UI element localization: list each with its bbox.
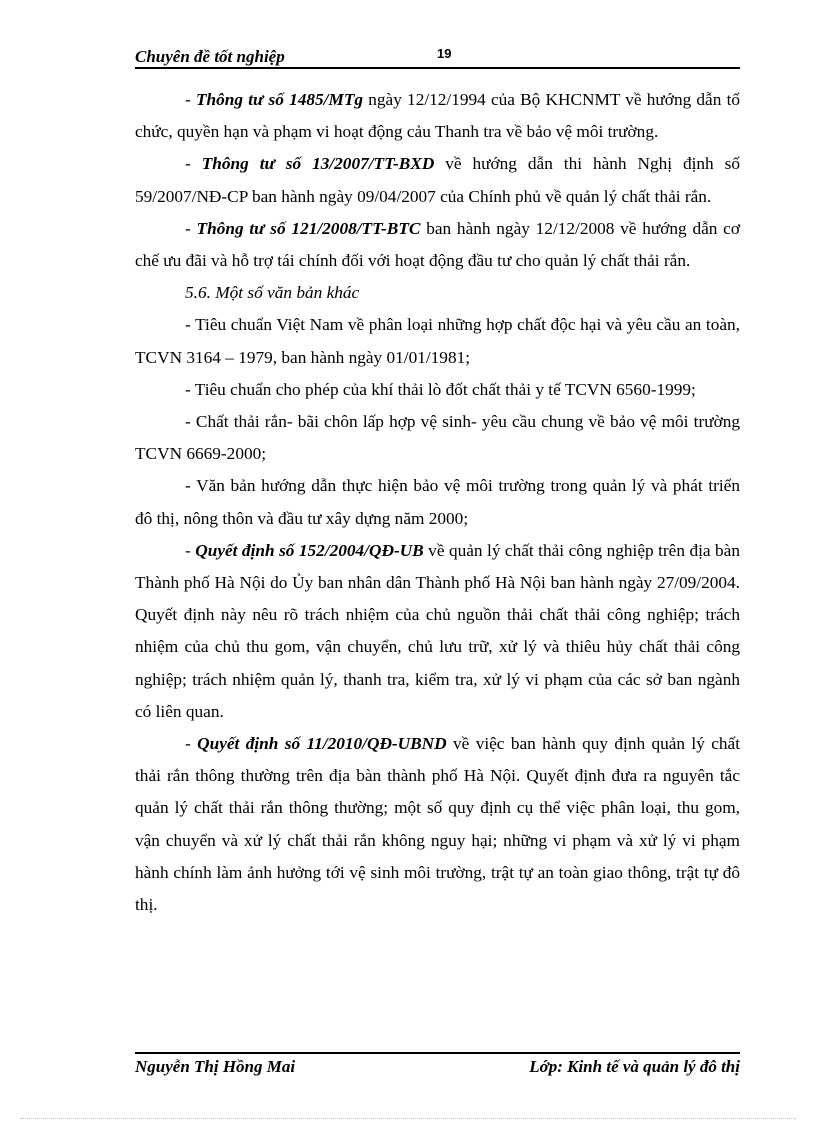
paragraph-decision-11: - Quyết định số 11/2010/QĐ-UBND về việc ban hành quy định quản lý chất thải rắn thông thường trên địa bàn thành phố Hà Nội. Quyết định đưa ra nguyên tắc quản lý chất thải rắn thông thường; một số quy định cụ thể việc phân loại, thu gom, vận chuyển và xử lý chất thải rắn không nguy hại; những vi phạm và xử lý vi phạm hành chính làm ảnh hưởng tới vệ sinh môi trường, trật tự an toàn giao thông, trật tự đô thị. bbox=[135, 734, 741, 915]
paragraph-tcvn-3164: - Tiêu chuẩn Việt Nam về phân loại những hợp chất độc hại và yêu cầu an toàn, TCVN 3164 – 1979, ban hành ngày 01/01/1981; bbox=[135, 315, 740, 367]
paragraph-tcvn-6560: - Tiêu chuẩn cho phép của khí thải lò đốt chất thải y tế TCVN 6560-1999; bbox=[185, 379, 696, 399]
paragraph-tcvn-6669: - Chất thải rắn- bãi chôn lấp hợp vệ sinh- yêu cầu chung về bảo vệ môi trường TCVN 6669-2000; bbox=[135, 412, 740, 464]
footer-class: Lớp: Kinh tế và quản lý đô thị bbox=[529, 1057, 740, 1076]
section-heading: 5.6. Một số văn bản khác bbox=[185, 283, 360, 303]
paragraph-guidance-2000: - Văn bản hướng dẫn thực hiện bảo vệ môi trường trong quản lý và phát triển đô thị, nông thôn và đầu tư xây dựng năm 2000; bbox=[135, 476, 740, 528]
circular-13-title: Thông tư số 13/2007/TT-BXD bbox=[201, 154, 435, 174]
header-rule bbox=[135, 67, 740, 69]
decision-11-title: Quyết định số 11/2010/QĐ-UBND bbox=[197, 734, 447, 754]
paragraph-circular-13: - Thông tư số 13/2007/TT-BXD về hướng dẫn thi hành Nghị định số 59/2007/NĐ-CP ban hành ngày 09/04/2007 của Chính phủ về quản lý chất thải rắn. bbox=[135, 154, 740, 206]
circular-121-title: Thông tư số 121/2008/TT-BTC bbox=[196, 218, 421, 238]
header-title: Chuyên đề tốt nghiệp bbox=[135, 47, 285, 66]
paragraph-decision-152: - Quyết định số 152/2004/QĐ-UB về quản lý chất thải công nghiệp trên địa bàn Thành phố Hà Nội do Ủy ban nhân dân Thành phố Hà Nội ban hành ngày 27/09/2004. Quyết định này nêu rõ trách nhiệm của chủ nguồn thải chất thải công nghiệp; trách nhiệm của chủ thu gom, vận chuyển, chủ lưu trữ, xử lý và thiêu hủy chất thải công nghiệp; trách nhiệm quản lý, thanh tra, kiểm tra, xử lý vi phạm của các sở ban ngành có liên quan. bbox=[135, 540, 740, 721]
page-edge-divider bbox=[20, 1118, 796, 1119]
decision-152-title: Quyết định số 152/2004/QĐ-UB bbox=[195, 540, 424, 560]
footer-rule bbox=[135, 1052, 740, 1054]
document-body bbox=[135, 84, 740, 921]
footer-author: Nguyễn Thị Hồng Mai bbox=[135, 1057, 296, 1076]
paragraph-circular-1485: - Thông tư số 1485/MTg ngày 12/12/1994 của Bộ KHCNMT về hướng dẫn tổ chức, quyền hạn và phạm vi hoạt động cảu Thanh tra về bảo vệ môi trường. bbox=[135, 90, 741, 142]
page-header bbox=[135, 44, 740, 68]
page-number: 19 bbox=[437, 46, 452, 61]
paragraph-circular-121: - Thông tư số 121/2008/TT-BTC ban hành ngày 12/12/2008 về hướng dẫn cơ chế ưu đãi và hỗ trợ tái chính đối với hoạt động đầu tư cho quản lý chất thải rắn. bbox=[135, 218, 740, 271]
circular-1485-title: Thông tư số 1485/MTg bbox=[195, 90, 364, 109]
